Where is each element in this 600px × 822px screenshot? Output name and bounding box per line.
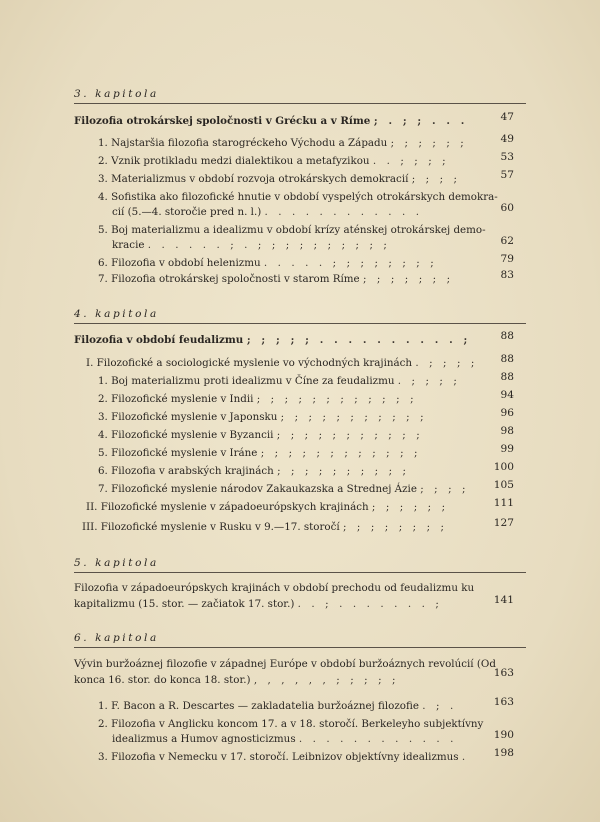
- toc-entry-4-4-page: 98: [500, 425, 514, 437]
- chapter-6-label: 6. kapitola: [74, 632, 159, 644]
- toc-entry-6-2-page: 190: [493, 729, 514, 741]
- chapter-5-title-cont: kapitalizmu (15. stor. — začiatok 17. stor.) . . ; . . . . . . . ;: [74, 598, 443, 610]
- toc-entry-4-II: II. Filozofické myslenie v západoeurópskych krajinách ; ; ; ; ; ;: [86, 501, 449, 513]
- toc-entry-4-6-page: 100: [493, 461, 514, 473]
- toc-entry-3-3-page: 57: [500, 169, 514, 181]
- chapter-6-title-cont: konca 16. stor. do konca 18. stor.) , , , , , , ; ; ; ; ;: [74, 674, 400, 686]
- toc-entry-3-5: 5. Boj materializmu a idealizmu v období krízy aténskej otrokárskej demo-: [98, 224, 486, 236]
- toc-entry-6-2: 2. Filozofia v Anglicku koncom 17. a v 18. storočí. Berkeleyho subjektívny: [98, 718, 484, 730]
- chapter-6-title: Vývin buržoáznej filozofie v západnej Európe v období buržoáznych revolúcií (Od: [74, 658, 496, 670]
- toc-entry-4-5-page: 99: [500, 443, 514, 455]
- toc-entry-6-1-page: 163: [493, 696, 514, 708]
- toc-entry-6-1: 1. F. Bacon a R. Descartes — zakladatelia buržoáznej filozofie . ; .: [98, 700, 457, 712]
- toc-entry-4-3: 3. Filozofické myslenie v Japonsku ; ; ; ; ; ; ; ; ; ; ;: [98, 411, 428, 423]
- chapter-3-title: Filozofia otrokárskej spoločnosti v Grécku a v Ríme ; . ; ; . . .: [74, 115, 468, 127]
- toc-entry-4-III-page: 127: [493, 517, 514, 529]
- toc-entry-3-1: 1. Najstaršia filozofia starogréckeho Východu a Západu ; ; ; ; ; ;: [98, 137, 468, 149]
- toc-entry-4-1: 1. Boj materializmu proti idealizmu v Číne za feudalizmu . ; ; ; ;: [98, 375, 461, 387]
- toc-entry-3-5-page: 62: [500, 235, 514, 247]
- toc-entry-4-I: I. Filozofické a sociologické myslenie vo východných krajinách . ; ; ; ;: [86, 357, 478, 369]
- toc-entry-4-7-page: 105: [493, 479, 514, 491]
- toc-entry-4-6: 6. Filozofia v arabských krajinách ; ; ; ; ; ; ; ; ; ;: [98, 465, 410, 477]
- toc-entry-4-5: 5. Filozofické myslenie v Iráne ; ; ; ; ; ; ; ; ; ; ; ;: [98, 447, 422, 459]
- toc-entry-4-4: 4. Filozofické myslenie v Byzancii ; ; ; ; ; ; ; ; ; ; ;: [98, 429, 424, 441]
- toc-entry-3-6-page: 79: [500, 253, 514, 265]
- chapter-4-title-page: 88: [500, 330, 514, 342]
- chapter-6-rule: [74, 647, 526, 648]
- toc-entry-6-3-page: 198: [493, 747, 514, 759]
- toc-entry-3-7-page: 83: [500, 269, 514, 281]
- toc-entry-4-2-page: 94: [500, 389, 514, 401]
- chapter-3-rule: [74, 103, 526, 104]
- chapter-3-label: 3. kapitola: [74, 88, 159, 100]
- toc-entry-6-3: 3. Filozofia v Nemecku v 17. storočí. Leibnizov objektívny idealizmus .: [98, 751, 469, 763]
- toc-entry-6-2-cont: idealizmus a Humov agnosticizmus . . . . . . . . . . . .: [112, 733, 457, 745]
- toc-entry-4-II-page: 111: [493, 497, 514, 509]
- toc-entry-3-2-page: 53: [500, 151, 514, 163]
- chapter-5-title-page: 141: [493, 594, 514, 606]
- chapter-4-rule: [74, 323, 526, 324]
- toc-entry-3-4-page: 60: [500, 202, 514, 214]
- toc-entry-3-2: 2. Vznik protikladu medzi dialektikou a metafyzikou . . ; ; ; ;: [98, 155, 450, 167]
- chapter-6-title-page: 163: [493, 667, 514, 679]
- chapter-4-label: 4. kapitola: [74, 308, 159, 320]
- toc-entry-3-6: 6. Filozofia v období helenizmu . . . . . ; ; ; ; ; ; ; ;: [98, 257, 438, 269]
- chapter-5-label: 5. kapitola: [74, 557, 159, 569]
- toc-entry-3-3: 3. Materializmus v období rozvoja otrokárskych demokracií ; ; ; ;: [98, 173, 461, 185]
- chapter-4-title: Filozofia v období feudalizmu ; ; ; ; ; . . . . . . . . . . ;: [74, 334, 471, 346]
- toc-entry-4-III: III. Filozofické myslenie v Rusku v 9.—17. storočí ; ; ; ; ; ; ; ;: [82, 521, 448, 533]
- toc-entry-4-I-page: 88: [500, 353, 514, 365]
- toc-entry-3-1-page: 49: [500, 133, 514, 145]
- toc-entry-3-4: 4. Sofistika ako filozofické hnutie v období vyspelých otrokárskych demokra-: [98, 191, 498, 203]
- toc-entry-4-7: 7. Filozofické myslenie národov Zakaukazska a Strednej Ázie ; ; ; ;: [98, 483, 470, 495]
- chapter-5-title: Filozofia v západoeurópskych krajinách v období prechodu od feudalizmu ku: [74, 582, 475, 594]
- toc-entry-3-5-cont: kracie . . . . . . ; . ; ; ; ; ; ; ; ; ; ;: [112, 239, 391, 251]
- toc-entry-3-7: 7. Filozofia otrokárskej spoločnosti v starom Ríme ; ; ; ; ; ; ;: [98, 273, 454, 285]
- toc-entry-4-3-page: 96: [500, 407, 514, 419]
- toc-entry-3-4-cont: cií (5.—4. storočie pred n. l.) . . . . . . . . . . . .: [112, 206, 423, 218]
- chapter-3-title-page: 47: [500, 111, 514, 123]
- toc-entry-4-1-page: 88: [500, 371, 514, 383]
- chapter-5-rule: [74, 572, 526, 573]
- toc-entry-4-2: 2. Filozofické myslenie v Indii ; ; ; ; ; ; ; ; ; ; ; ;: [98, 393, 418, 405]
